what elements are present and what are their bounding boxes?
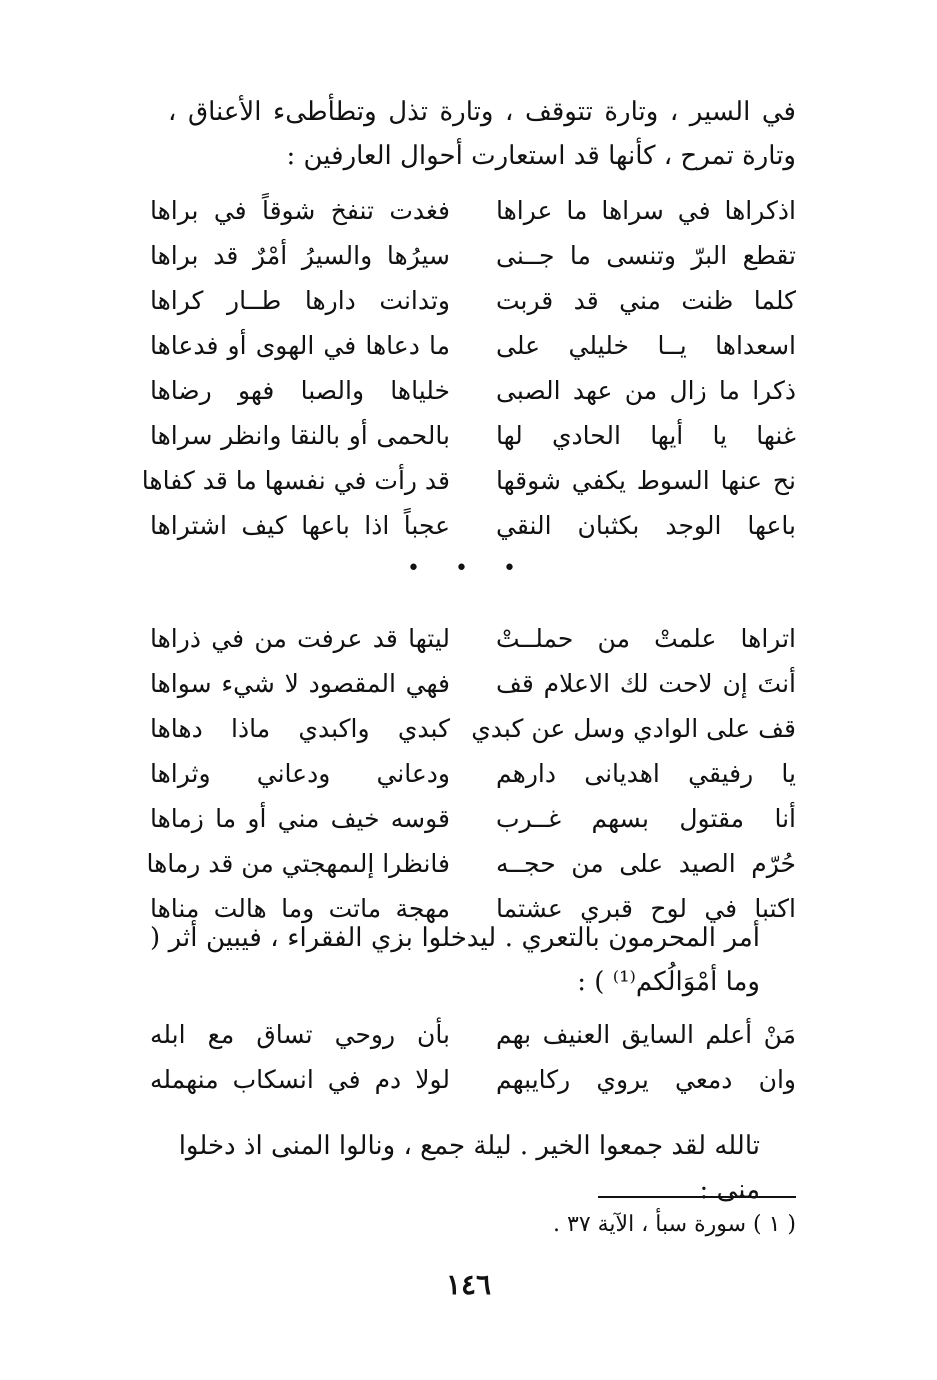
first-hemistich: أنتَ إن لاحت لك الاعلام قف	[496, 669, 796, 698]
second-hemistich: لولا دم في انسكاب منهمله	[150, 1065, 450, 1094]
verse-line	[150, 1057, 796, 1102]
second-hemistich: قد رأت في نفسها ما قد كفاها	[141, 466, 450, 495]
first-hemistich: ذكرا ما زال من عهد الصبى	[496, 376, 796, 405]
verse-line	[150, 233, 796, 278]
first-hemistich: اذكراها في سراها ما عراها	[496, 196, 796, 225]
verse-line	[150, 188, 796, 233]
verse-line	[150, 278, 796, 323]
second-hemistich: بأن روحي تساق مع ابله	[150, 1020, 450, 1049]
second-hemistich: ليتها قد عرفت من في ذراها	[150, 624, 450, 653]
first-hemistich: يا رفيقي اهديانى دارهم	[496, 759, 796, 788]
verse-line	[150, 751, 796, 796]
verse-line	[146, 841, 796, 886]
second-hemistich: قوسه خيف مني أو ما زماها	[150, 804, 450, 833]
second-hemistich: سيرُها والسيرُ أمْرٌ قد براها	[150, 241, 450, 270]
first-hemistich: أنا مقتول بسهم غــرب	[496, 804, 796, 833]
poem-3	[150, 1012, 796, 1102]
page-number: ١٤٦	[445, 1268, 492, 1301]
middle-paragraph: أمر المحرمون بالتعري . ليدخلوا بزي الفقراء ، فيبين أثر ( وما أمْوَالُكم⁽¹⁾ ) :	[150, 923, 760, 997]
second-hemistich: مهجة ماتت وما هالت مناها	[150, 894, 450, 923]
first-hemistich: تقطع البرّ وتنسى ما جــنى	[496, 241, 796, 270]
poem-1	[141, 188, 796, 548]
first-hemistich: اسعداها يــا خليلي على	[496, 331, 796, 360]
first-hemistich: وان دمعي يروي ركايبهم	[496, 1065, 796, 1094]
footnote: ( ١ ) سورة سبأ ، الآية ٣٧ .	[553, 1212, 796, 1237]
verse-line	[150, 368, 796, 413]
second-hemistich: بالحمى أو بالنقا وانظر سراها	[150, 421, 450, 450]
first-hemistich: غنها يا أيها الحادي لها	[496, 421, 796, 450]
first-hemistich: اتراها علمتْ من حملــتْ	[496, 624, 796, 653]
intro-paragraph: في السير ، وتارة تتوقف ، وتارة تذل وتطأطىء الأعناق ، وتارة تمرح ، كأنها قد استعارت أحوال العارفين :	[168, 97, 796, 171]
second-hemistich: فانظرا إلىمهجتي من قد رماها	[146, 849, 450, 878]
second-hemistich: عجباً اذا باعها كيف اشتراها	[150, 511, 450, 540]
first-hemistich: حُرّم الصيد على من حجــه	[496, 849, 796, 878]
first-hemistich: قف على الوادي وسل عن كبدي	[471, 714, 796, 743]
second-hemistich: فغدت تنفخ شوقاً في براها	[150, 196, 450, 225]
closing-paragraph: تالله لقد جمعوا الخير . ليلة جمع ، ونالوا المنى اذ دخلوا منى :	[178, 1131, 760, 1205]
verse-line	[150, 503, 796, 548]
second-hemistich: ما دعاها في الهوى أو فدعاها	[150, 331, 450, 360]
first-hemistich: باعها الوجد بكثبان النقي	[496, 511, 796, 540]
verse-line	[150, 661, 796, 706]
second-hemistich: ودعاني ودعاني وثراها	[150, 759, 450, 788]
verse-line	[150, 796, 796, 841]
first-hemistich: مَنْ أعلم السايق العنيف بهم	[496, 1020, 796, 1049]
second-hemistich: خلياها والصبا فهو رضاها	[150, 376, 450, 405]
verse-line	[150, 706, 796, 751]
second-hemistich: وتدانت دارها طــار كراها	[150, 286, 450, 315]
first-hemistich: كلما ظنت مني قد قربت	[496, 286, 796, 315]
poem-2	[146, 616, 796, 931]
verse-line	[150, 413, 796, 458]
second-hemistich: كبدي واكبدي ماذا دهاها	[150, 714, 450, 743]
first-hemistich: نح عنها السوط يكفي شوقها	[496, 466, 796, 495]
footnote-rule	[598, 1196, 796, 1198]
second-hemistich: فهي المقصود لا شيء سواها	[150, 669, 450, 698]
first-hemistich: اكتبا في لوح قبري عشتما	[496, 894, 796, 923]
verse-line	[150, 1012, 796, 1057]
verse-line	[150, 616, 796, 661]
verse-line	[141, 458, 796, 503]
verse-line	[150, 323, 796, 368]
section-separator: • • •	[407, 556, 530, 581]
